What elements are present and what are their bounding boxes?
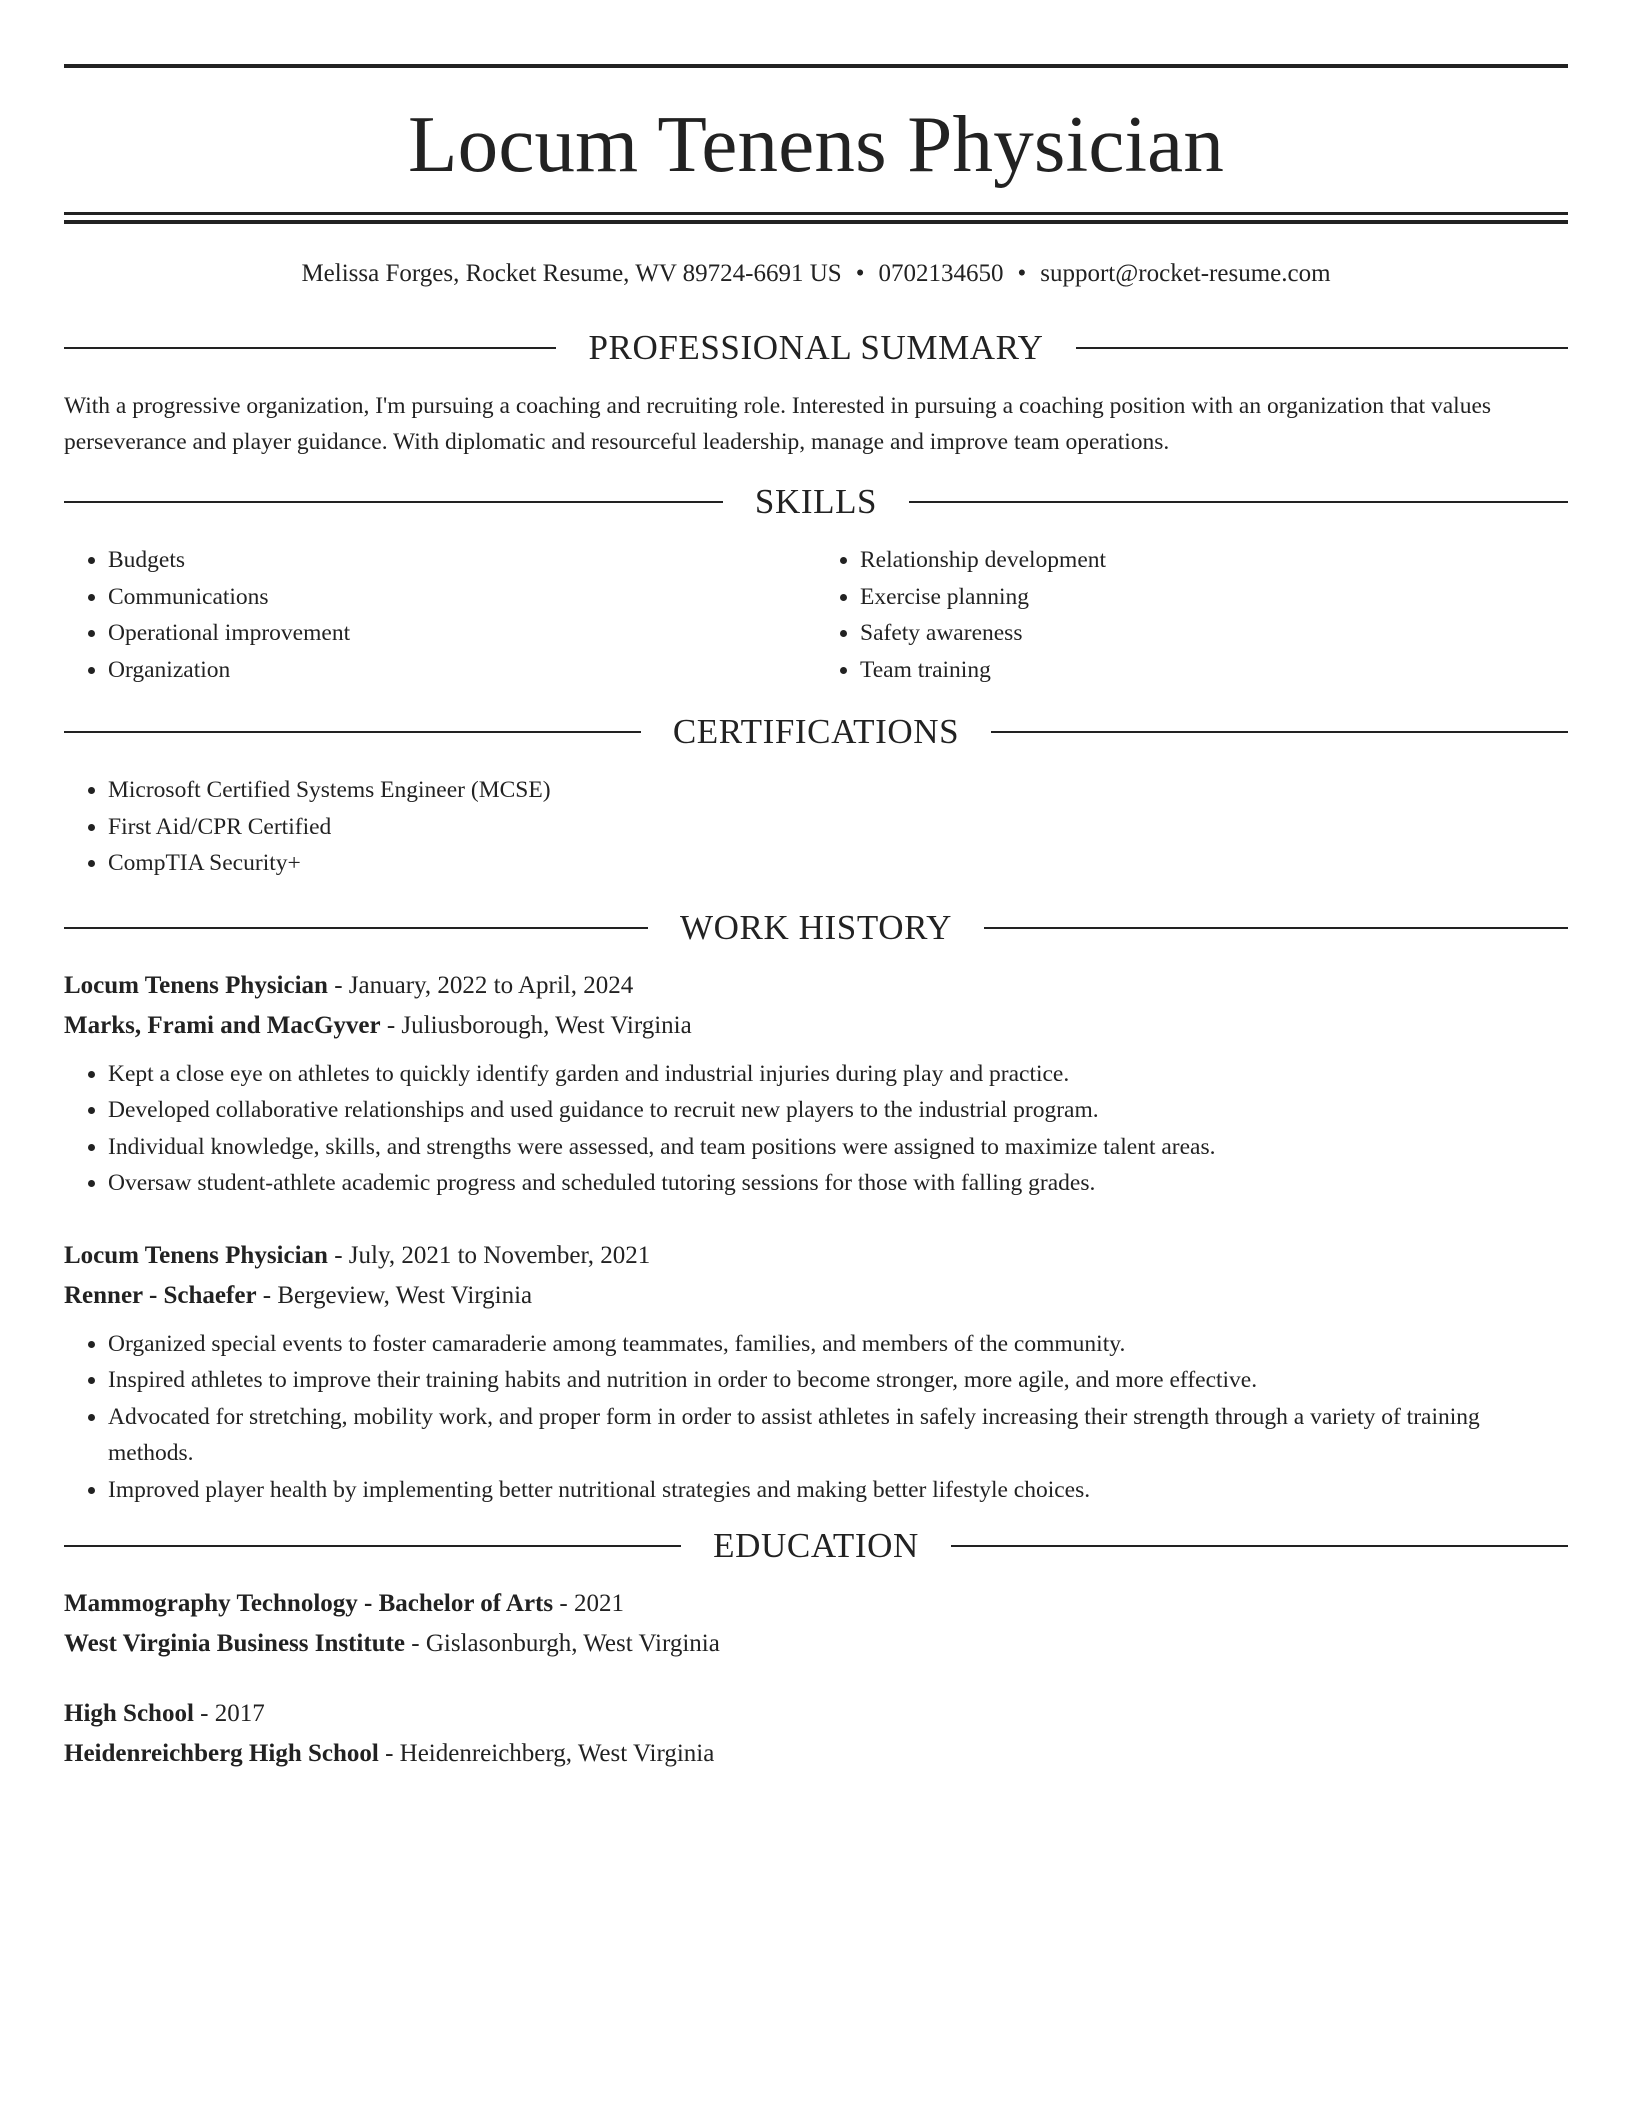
skill-item: • Communications bbox=[108, 579, 816, 616]
certifications-section-heading bbox=[64, 712, 1568, 752]
job-entry bbox=[64, 966, 1568, 1202]
education-year: - 2017 bbox=[193, 1700, 265, 1727]
heading-rule-left bbox=[64, 731, 641, 733]
education-degree-line bbox=[64, 1584, 1568, 1624]
education-degree-line bbox=[64, 1694, 1568, 1734]
job-title-line bbox=[64, 1236, 1568, 1276]
job-duty: • Oversaw student-athlete academic progress and scheduled tutoring sessions for those with falling grades. bbox=[108, 1165, 1568, 1202]
job-title: Locum Tenens Physician bbox=[64, 1241, 328, 1269]
skill-item: • Relationship development bbox=[860, 542, 1568, 579]
heading-rule-left bbox=[64, 347, 556, 349]
skill-item: • Operational improvement bbox=[108, 615, 816, 652]
skill-item: • Exercise planning bbox=[860, 579, 1568, 616]
heading-rule-left bbox=[64, 1545, 681, 1547]
heading-rule-right bbox=[951, 1545, 1568, 1547]
skills-section-heading bbox=[64, 482, 1568, 522]
job-duty: • Inspired athletes to improve their training habits and nutrition in order to become stronger, more agile, and more effective. bbox=[108, 1362, 1568, 1399]
contact-address: Melissa Forges, Rocket Resume, WV 89724-6691 US bbox=[301, 260, 842, 287]
education-school: Heidenreichberg High School bbox=[64, 1740, 379, 1767]
certification-item: • First Aid/CPR Certified bbox=[108, 809, 1568, 846]
title-double-rule bbox=[64, 212, 1568, 224]
contact-separator: • bbox=[1017, 260, 1027, 287]
skills-list-left bbox=[64, 542, 816, 688]
education-location: - Gislasonburgh, West Virginia bbox=[405, 1630, 720, 1657]
skills-list-right bbox=[816, 542, 1568, 688]
job-duty: • Improved player health by implementing better nutritional strategies and making better lifestyle choices. bbox=[108, 1472, 1568, 1509]
resume-title: Locum Tenens Physician bbox=[407, 99, 1225, 189]
job-duty: • Organized special events to foster camaraderie among teammates, families, and members of the community. bbox=[108, 1326, 1568, 1363]
certifications-heading-label: CERTIFICATIONS bbox=[672, 712, 960, 751]
job-location: - Bergeview, West Virginia bbox=[256, 1281, 533, 1309]
education-school-line bbox=[64, 1734, 1568, 1774]
job-company: Renner - Schaefer bbox=[64, 1281, 257, 1309]
education-degree: Mammography Technology - Bachelor of Arts bbox=[64, 1590, 554, 1617]
heading-rule-right bbox=[991, 731, 1568, 733]
skills-columns bbox=[64, 542, 1568, 688]
heading-rule-left bbox=[64, 927, 648, 929]
certification-item: • Microsoft Certified Systems Engineer (MCSE) bbox=[108, 772, 1568, 809]
heading-rule-left bbox=[64, 501, 723, 503]
summary-section-heading bbox=[64, 328, 1568, 368]
summary-text: With a progressive organization, I'm pursuing a coaching and recruiting role. Interested in pursuing a coaching position with an organization that values perseverance and player guidance. With diplomatic and resourceful leadership, manage and improve team operations. bbox=[64, 393, 1492, 455]
education-school-line bbox=[64, 1624, 1568, 1664]
contact-line bbox=[64, 256, 1568, 292]
education-year: - 2021 bbox=[553, 1590, 624, 1617]
contact-separator: • bbox=[855, 260, 865, 287]
education-degree: High School bbox=[64, 1700, 194, 1727]
job-company: Marks, Frami and MacGyver bbox=[64, 1011, 381, 1039]
education-section-heading bbox=[64, 1526, 1568, 1566]
skill-item: • Team training bbox=[860, 652, 1568, 689]
job-duty: • Kept a close eye on athletes to quickly identify garden and industrial injuries during play and practice. bbox=[108, 1056, 1568, 1093]
job-duties-list bbox=[64, 1326, 1568, 1509]
job-dates: - July, 2021 to November, 2021 bbox=[327, 1241, 651, 1269]
job-duty: • Individual knowledge, skills, and strengths were assessed, and team positions were assigned to maximize talent areas. bbox=[108, 1129, 1568, 1166]
education-location: - Heidenreichberg, West Virginia bbox=[378, 1740, 715, 1767]
heading-rule-right bbox=[909, 501, 1568, 503]
skills-heading-label: SKILLS bbox=[754, 482, 878, 521]
education-entry bbox=[64, 1694, 1568, 1774]
skill-item: • Organization bbox=[108, 652, 816, 689]
job-location: - Juliusborough, West Virginia bbox=[380, 1011, 692, 1039]
skill-item: • Safety awareness bbox=[860, 615, 1568, 652]
certifications-list bbox=[64, 772, 1568, 882]
skill-item: • Budgets bbox=[108, 542, 816, 579]
job-title: Locum Tenens Physician bbox=[64, 971, 328, 999]
contact-email: support@rocket-resume.com bbox=[1040, 260, 1331, 287]
work-heading-label: WORK HISTORY bbox=[680, 907, 952, 947]
education-school: West Virginia Business Institute bbox=[64, 1630, 406, 1657]
education-heading-label: EDUCATION bbox=[713, 1526, 919, 1565]
heading-rule-right bbox=[984, 927, 1568, 929]
certification-item: • CompTIA Security+ bbox=[108, 845, 1568, 882]
job-title-line bbox=[64, 966, 1568, 1006]
job-dates: - January, 2022 to April, 2024 bbox=[327, 971, 634, 999]
heading-rule-right bbox=[1076, 347, 1568, 349]
job-company-line bbox=[64, 1006, 1568, 1046]
work-section-heading bbox=[64, 908, 1568, 948]
job-duty: • Advocated for stretching, mobility work, and proper form in order to assist athletes in safely increasing their strength through a variety of training methods. bbox=[108, 1399, 1568, 1472]
job-duties-list bbox=[64, 1056, 1568, 1202]
contact-phone: 0702134650 bbox=[878, 260, 1004, 287]
education-entry bbox=[64, 1584, 1568, 1664]
job-duty: • Developed collaborative relationships and used guidance to recruit new players to the industrial program. bbox=[108, 1092, 1568, 1129]
job-company-line bbox=[64, 1276, 1568, 1316]
job-entry bbox=[64, 1236, 1568, 1509]
summary-heading-label: PROFESSIONAL SUMMARY bbox=[588, 328, 1044, 367]
top-rule bbox=[64, 64, 1568, 68]
